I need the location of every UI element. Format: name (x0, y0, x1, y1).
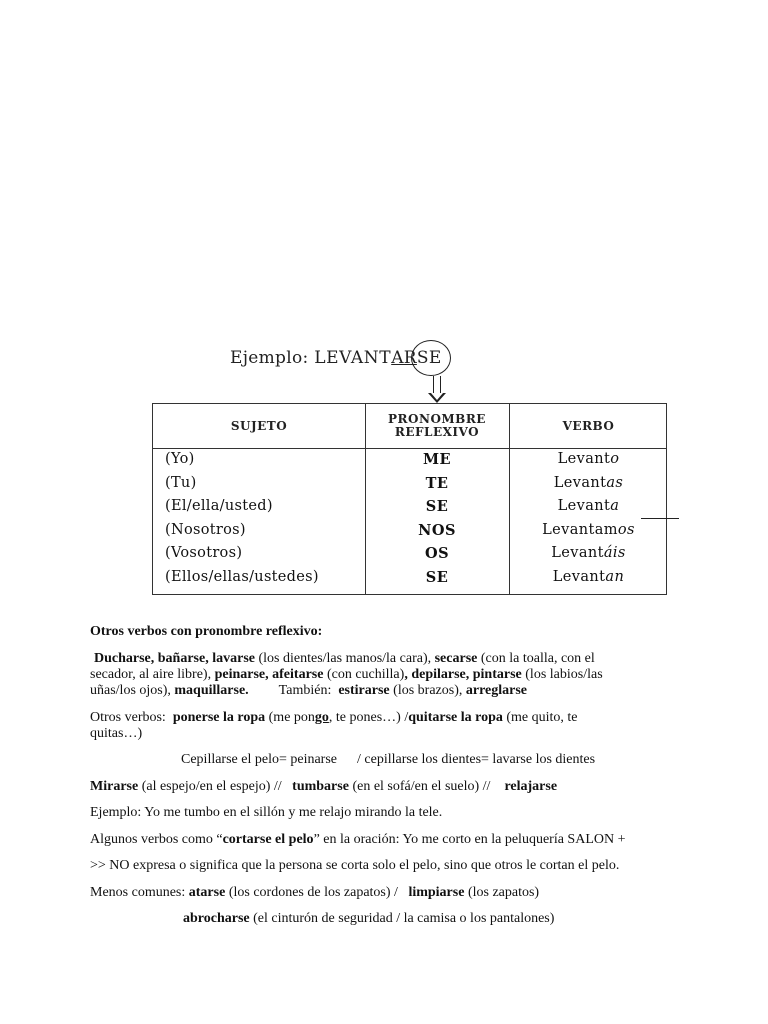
paragraph-reflexive-verbs: Ducharse, bañarse, lavarse (los dientes/las manos/la cara), secarse (con la toalla, con el (94, 651, 595, 666)
verb-cell: Levanta (557, 498, 620, 514)
paragraph-other-verbs: Otros verbos: ponerse la ropa (me pongo, te pones…) /quitarse la ropa (me quito, te (90, 710, 578, 725)
section-heading: Otros verbos con pronombre reflexivo: (90, 624, 323, 639)
example-verb-stem: LEVANT (314, 348, 392, 368)
subject-cell: (Tu) (165, 474, 197, 491)
header-pronoun: PRONOMBRE REFLEXIVO (388, 412, 486, 439)
pronoun-cell: TE (425, 474, 449, 492)
example-verb-se: SE (417, 348, 442, 368)
pronoun-cell: NOS (418, 521, 456, 539)
header-verb: VERBO (562, 418, 615, 433)
subject-cell: (Yo) (165, 451, 195, 467)
table-row (153, 498, 666, 522)
pronoun-cell: SE (425, 568, 449, 586)
paragraph-other-verbs-line2: quitas…) (90, 726, 143, 741)
pronoun-cell: OS (424, 545, 450, 562)
verb-cell: Levantan (552, 568, 625, 585)
paragraph-less-common: Menos comunes: atarse (los cordones de los zapatos) / limpiarse (los zapatos) (90, 885, 540, 900)
se-circle-mark (411, 340, 451, 376)
paragraph-brushing: Cepillarse el pelo= peinarse / cepillarse los dientes= lavarse los dientes (181, 752, 596, 767)
paragraph-example: Ejemplo: Yo me tumbo en el sillón y me relajo mirando la tele. (90, 805, 443, 820)
subject-cell: (El/ella/usted) (165, 498, 273, 514)
paragraph-mirror: Mirarse (al espejo/en el espejo) // tumbarse (en el sofá/en el suelo) // relajarse (90, 779, 558, 794)
subject-cell: (Vosotros) (165, 545, 243, 561)
verb-cell: Levanto (557, 451, 620, 467)
margin-line-mark (641, 518, 679, 519)
example-label: Ejemplo: (230, 348, 309, 368)
verb-cell: Levantas (553, 474, 624, 491)
paragraph-reflexive-verbs-line3: uñas/los ojos), maquillarse. También: estirarse (los brazos), arreglarse (90, 683, 528, 698)
verb-cell: Levantáis (551, 545, 626, 561)
header-subject: SUJETO (230, 418, 288, 433)
table-row (153, 475, 666, 499)
paragraph-meaning: >> NO expresa o significa que la persona se corta solo el pelo, sino que otros le cortan el pelo. (90, 858, 620, 873)
example-title (230, 348, 442, 368)
paragraph-haircut: Algunos verbos como “cortarse el pelo” en la oración: Yo me corto en la peluquería SALON + (90, 832, 626, 847)
table-row (153, 522, 666, 546)
table-row (153, 545, 666, 569)
table-row (153, 451, 666, 475)
paragraph-reflexive-verbs-line2: secador, al aire libre), peinarse, afeitarse (con cuchilla), depilarse, pintarse (los labios/las (90, 667, 603, 682)
verb-cell: Levantamos (542, 521, 635, 538)
conjugation-table (152, 403, 667, 595)
subject-cell: (Ellos/ellas/ustedes) (165, 568, 319, 585)
table-row (153, 569, 666, 593)
paragraph-abrocharse: abrocharse (el cinturón de seguridad / la camisa o los pantalones) (183, 911, 555, 926)
pronoun-cell: SE (425, 498, 449, 515)
down-arrow-icon (433, 376, 441, 394)
pronoun-cell: ME (422, 451, 452, 468)
down-arrow-head-inner (431, 393, 443, 400)
example-verb-ar: AR (391, 348, 417, 368)
subject-cell: (Nosotros) (165, 521, 246, 538)
